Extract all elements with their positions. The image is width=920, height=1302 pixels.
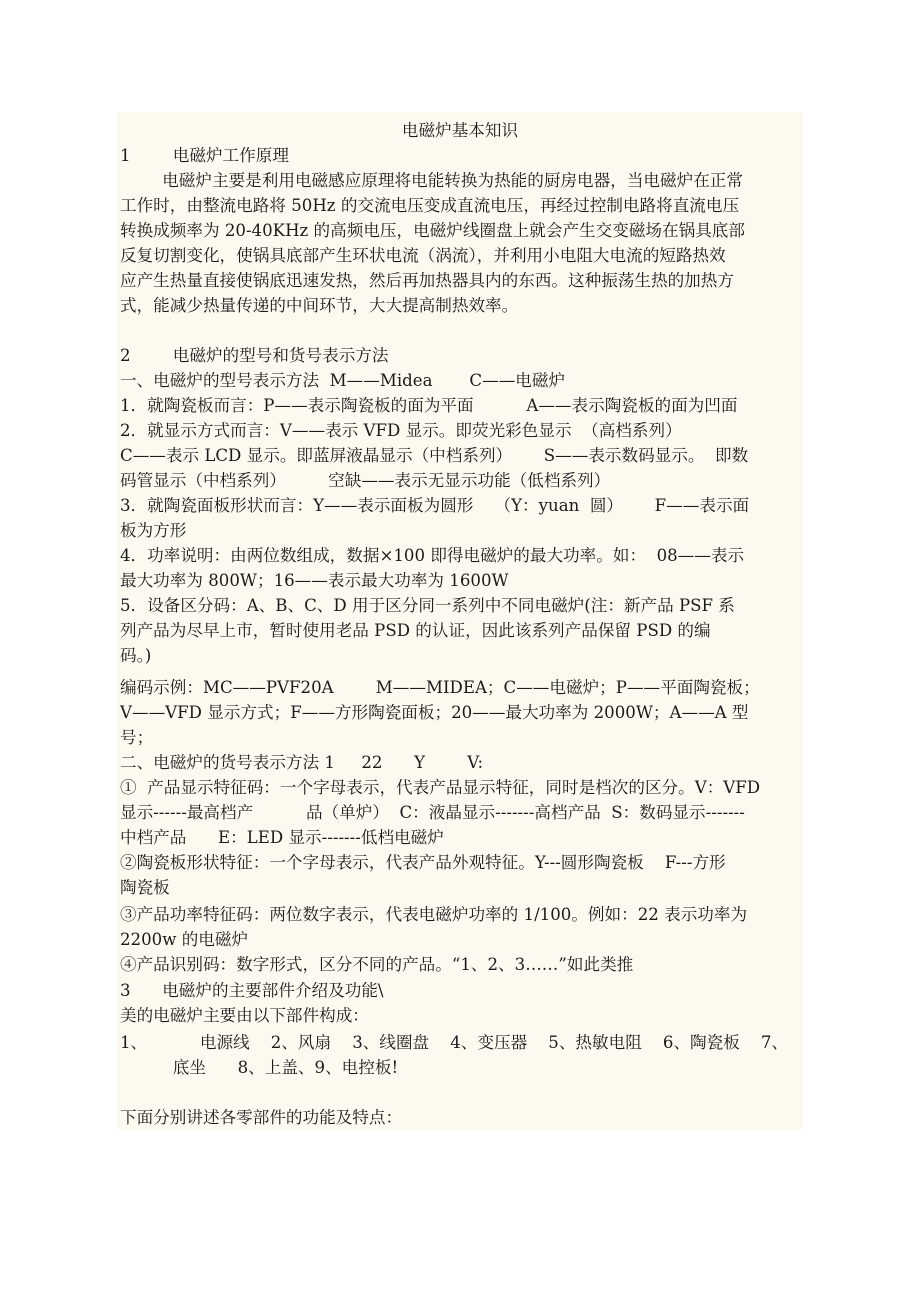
text-line: 2 电磁炉的型号和货号表示方法 bbox=[120, 346, 389, 365]
text-line: 中档产品 E：LED 显示-------低档电磁炉 bbox=[120, 828, 444, 847]
text-line: 5．设备区分码：A、B、C、D 用于区分同一系列中不同电磁炉(注：新产品 PSF 系 bbox=[120, 596, 735, 615]
text-line: 式，能减少热量传递的中间环节，大大提高制热效率。 bbox=[120, 296, 519, 315]
text-line: 反复切割变化，使锅具底部产生环状电流（涡流），并利用小电阻大电流的短路热效 bbox=[120, 246, 726, 265]
text-line: 下面分别讲述各零部件的功能及特点： bbox=[120, 1108, 403, 1127]
text-line: ④产品识别码：数字形式，区分不同的产品。“1、2、3……”如此类推 bbox=[120, 955, 634, 974]
text-line: 号； bbox=[120, 728, 154, 747]
text-line: 工作时，由整流电路将 50Hz 的交流电压变成直流电压，再经过控制电路将直流电压 bbox=[120, 196, 740, 215]
text-line: 美的电磁炉主要由以下部件构成： bbox=[120, 1006, 369, 1025]
text-line: 1．就陶瓷板而言：P——表示陶瓷板的面为平面 A——表示陶瓷板的面为凹面 bbox=[120, 396, 738, 415]
text-line: 一、电磁炉的型号表示方法 M——Midea C——电磁炉 bbox=[120, 371, 566, 390]
text-line: 陶瓷板 bbox=[120, 878, 170, 897]
text-line: ① 产品显示特征码：一个字母表示，代表产品显示特征，同时是档次的区分。V：VFD bbox=[120, 778, 761, 797]
text-line: 编码示例：MC——PVF20A M——MIDEA；C——电磁炉；P——平面陶瓷板； bbox=[120, 678, 760, 697]
text-line: 板为方形 bbox=[120, 521, 187, 540]
text-line: 列产品为尽早上市，暂时使用老品 PSD 的认证，因此该系列产品保留 PSD 的编 bbox=[120, 621, 711, 640]
text-line: 二、电磁炉的货号表示方法 1 22 Y V: bbox=[120, 753, 484, 772]
text-line: 3．就陶瓷面板形状而言：Y——表示面板为圆形 （Y：yuan 圆） F——表示面 bbox=[120, 496, 750, 515]
text-line: 应产生热量直接使锅底迅速发热，然后再加热器具内的东西。这种振荡生热的加热方 bbox=[120, 271, 734, 290]
text-line: 1 电磁炉工作原理 bbox=[120, 146, 289, 165]
text-line: 电磁炉主要是利用电磁感应原理将电能转换为热能的厨房电器，当电磁炉在正常 bbox=[120, 171, 743, 190]
text-line: V——VFD 显示方式；F——方形陶瓷面板；20——最大功率为 2000W；A——A 型 bbox=[120, 703, 749, 722]
text-line: 码管显示（中档系列） 空缺——表示无显示功能（低档系列） bbox=[120, 471, 611, 490]
text-line: ②陶瓷板形状特征：一个字母表示，代表产品外观特征。Y---圆形陶瓷板 F---方形 bbox=[120, 853, 726, 872]
text-line: C——表示 LCD 显示。即蓝屏液晶显示（中档系列） S——表示数码显示。 即数 bbox=[120, 446, 749, 465]
text-line: 3 电磁炉的主要部件介绍及功能\ bbox=[120, 981, 384, 1000]
text-line: 转换成频率为 20-40KHz 的高频电压，电磁炉线圈盘上就会产生交变磁场在锅具底部 bbox=[120, 221, 745, 240]
text-line: 2200w 的电磁炉 bbox=[120, 930, 249, 949]
text-line: 4．功率说明：由两位数组成，数据×100 即得电磁炉的最大功率。如： 08——表示 bbox=[120, 546, 745, 565]
text-line: 码。) bbox=[120, 646, 152, 665]
text-line: 2．就显示方式而言：V——表示 VFD 显示。即荧光彩色显示 （高档系列） bbox=[120, 421, 682, 440]
text-line: ③产品功率特征码：两位数字表示，代表电磁炉功率的 1/100。例如：22 表示功率为 bbox=[120, 905, 748, 924]
text-line: 最大功率为 800W；16——表示最大功率为 1600W bbox=[120, 571, 509, 590]
text-line: 1、 电源线 2、风扇 3、线圈盘 4、变压器 5、热敏电阻 6、陶瓷板 7、 bbox=[120, 1033, 789, 1052]
document-title: 电磁炉基本知识 bbox=[401, 121, 519, 140]
text-line: 底坐 8、上盖、9、电控板! bbox=[120, 1058, 399, 1077]
text-line: 显示------最高档产 品（单炉） C：液晶显示-------高档产品 S：数码显示------- bbox=[120, 803, 745, 822]
